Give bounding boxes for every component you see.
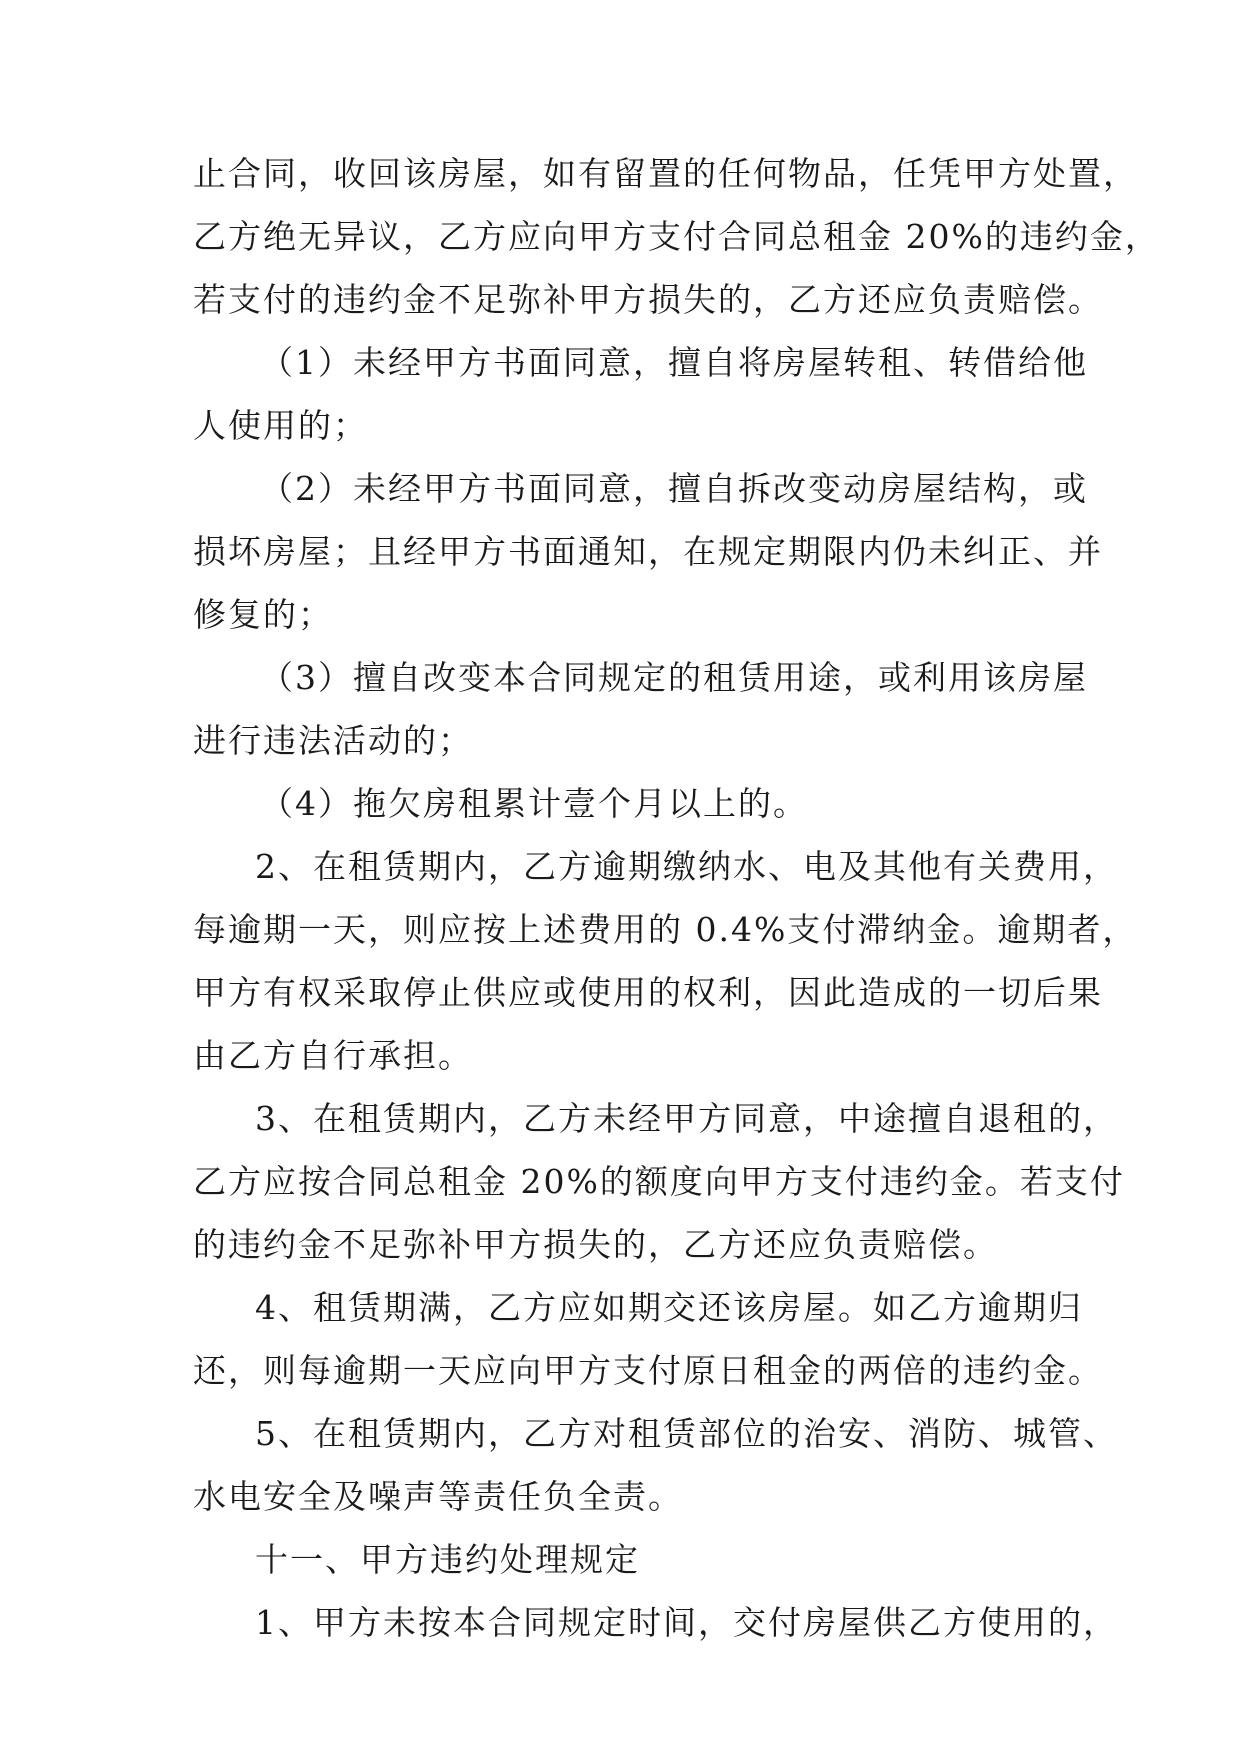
text-line: 水电安全及噪声等责任负全责。 [193,1477,683,1516]
text-line: 修复的； [193,595,333,634]
text-line: 甲方有权采取停止供应或使用的权利，因此造成的一切后果 [193,973,1103,1012]
text-line: 损坏房屋；且经甲方书面通知，在规定期限内仍未纠正、并 [193,532,1103,571]
text-line: （2）未经甲方书面同意，擅自拆改变动房屋结构，或 [260,469,1088,508]
text-line: （4）拖欠房租累计壹个月以上的。 [260,784,808,823]
text-line: 5、在租赁期内，乙方对租赁部位的治安、消防、城管、 [255,1414,1118,1453]
text-line: 进行违法活动的； [193,721,473,760]
text-line: 1、甲方未按本合同规定时间，交付房屋供乙方使用的， [255,1603,1118,1642]
text-line: 若支付的违约金不足弥补甲方损失的，乙方还应负责赔偿。 [193,280,1103,319]
text-line: 人使用的； [193,406,368,445]
section-heading: 十一、甲方违约处理规定 [255,1540,640,1579]
text-line: 止合同，收回该房屋，如有留置的任何物品，任凭甲方处置， [193,154,1138,193]
text-line: （1）未经甲方书面同意，擅自将房屋转租、转借给他 [260,343,1088,382]
text-line: 乙方绝无异议，乙方应向甲方支付合同总租金 20%的违约金， [193,217,1160,256]
text-line: 由乙方自行承担。 [193,1036,473,1075]
text-line: 4、租赁期满，乙方应如期交还该房屋。如乙方逾期归 [255,1288,1083,1327]
text-line: 的违约金不足弥补甲方损失的，乙方还应负责赔偿。 [193,1225,998,1264]
text-line: 3、在租赁期内，乙方未经甲方同意，中途擅自退租的， [255,1099,1118,1138]
text-line: 还，则每逾期一天应向甲方支付原日租金的两倍的违约金。 [193,1351,1103,1390]
text-line: （3）擅自改变本合同规定的租赁用途，或利用该房屋 [260,658,1088,697]
text-line: 乙方应按合同总租金 20%的额度向甲方支付违约金。若支付 [193,1162,1125,1201]
text-line: 每逾期一天，则应按上述费用的 0.4%支付滞纳金。逾期者， [193,910,1138,949]
text-line: 2、在租赁期内，乙方逾期缴纳水、电及其他有关费用， [255,847,1118,886]
